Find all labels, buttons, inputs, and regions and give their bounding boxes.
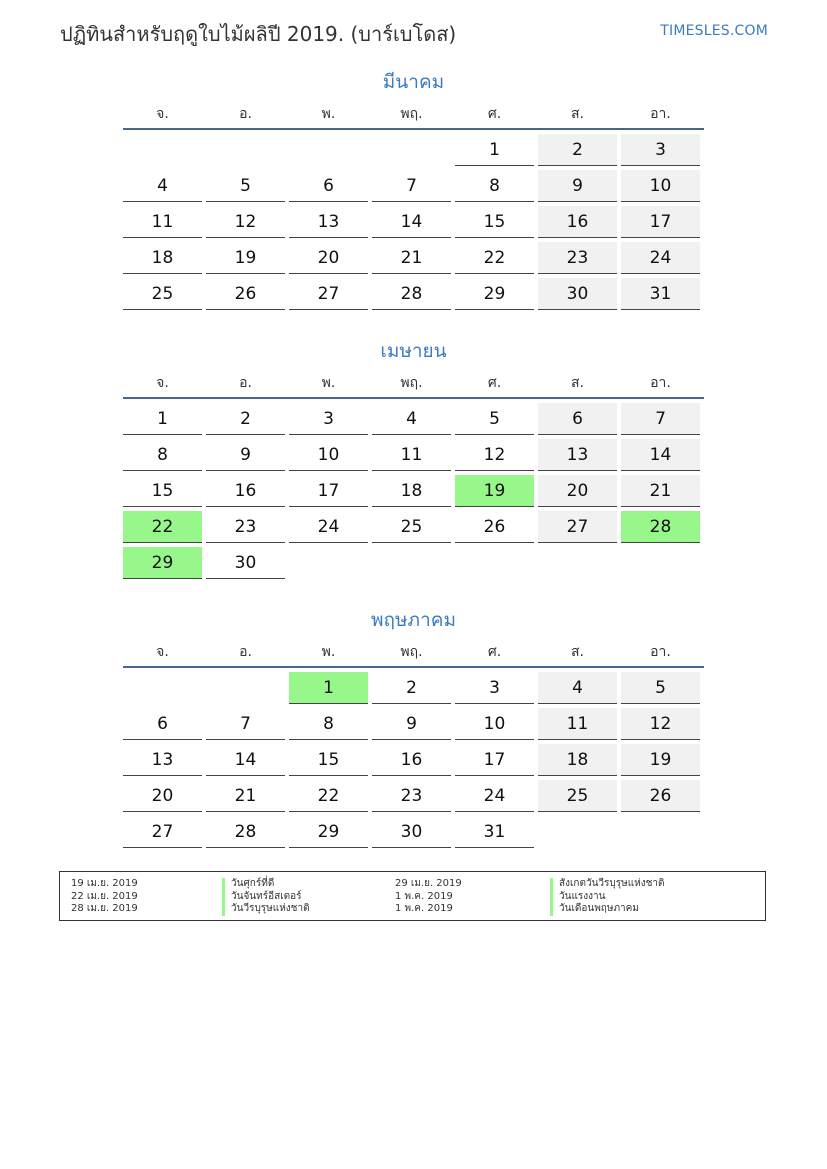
weekday-label: จ. — [156, 106, 169, 122]
weekday-label: จ. — [156, 644, 169, 660]
legend-holiday-name: วันแรงงาน — [550, 891, 665, 904]
day-cell: 20 — [289, 242, 368, 274]
weekday-label: ส. — [571, 375, 584, 391]
day-cell: 9 — [372, 708, 451, 740]
weekday-label: พ. — [321, 644, 336, 660]
day-cell: 4 — [538, 672, 617, 704]
day-cell: 23 — [538, 242, 617, 274]
empty-day-cell — [289, 134, 368, 166]
day-cell: 5 — [206, 170, 285, 202]
legend-date: 1 พ.ค. 2019 — [395, 903, 453, 914]
day-cell: 19 — [621, 744, 700, 776]
empty-day-cell — [123, 672, 202, 704]
day-cell: 28 — [206, 816, 285, 848]
day-cell: 18 — [538, 744, 617, 776]
day-cell: 27 — [289, 278, 368, 310]
day-cell: 27 — [538, 511, 617, 543]
empty-day-cell — [372, 134, 451, 166]
day-cell: 11 — [123, 206, 202, 238]
day-cell: 8 — [123, 439, 202, 471]
day-cell: 13 — [123, 744, 202, 776]
day-cell: 18 — [372, 475, 451, 507]
holiday-day-cell: 22 — [123, 511, 202, 543]
legend-holiday-name: วันวีรบุรุษแห่งชาติ — [222, 903, 310, 916]
day-cell: 29 — [289, 816, 368, 848]
day-cell: 17 — [455, 744, 534, 776]
weekday-label: อ. — [239, 375, 252, 391]
day-cell: 2 — [538, 134, 617, 166]
day-cell: 21 — [206, 780, 285, 812]
day-cell: 14 — [372, 206, 451, 238]
day-cell: 30 — [372, 816, 451, 848]
day-cell: 26 — [455, 511, 534, 543]
holiday-day-cell: 28 — [621, 511, 700, 543]
day-cell: 21 — [372, 242, 451, 274]
day-cell: 6 — [538, 403, 617, 435]
day-cell: 13 — [538, 439, 617, 471]
holiday-day-cell: 1 — [289, 672, 368, 704]
day-cell: 11 — [372, 439, 451, 471]
day-cell: 26 — [621, 780, 700, 812]
day-cell: 4 — [372, 403, 451, 435]
legend-holiday-name: วันศุกร์ที่ดี — [222, 878, 310, 891]
day-cell: 10 — [621, 170, 700, 202]
day-cell: 20 — [123, 780, 202, 812]
day-cell: 12 — [206, 206, 285, 238]
day-cell: 9 — [538, 170, 617, 202]
legend-date: 29 เม.ย. 2019 — [395, 878, 462, 889]
day-cell: 30 — [206, 547, 285, 579]
legend-date: 19 เม.ย. 2019 — [71, 878, 138, 889]
day-cell: 24 — [289, 511, 368, 543]
weekday-label: อา. — [650, 375, 671, 391]
legend-holiday-name: วันเดือนพฤษภาคม — [550, 903, 665, 916]
day-cell: 29 — [455, 278, 534, 310]
page-title: ปฏิทินสำหรับฤดูใบไม้ผลิปี 2019. (บาร์เบโดส) — [60, 22, 457, 46]
legend-names-right — [550, 878, 665, 916]
empty-day-cell — [123, 134, 202, 166]
legend-holiday-name: วันจันทร์อีสเตอร์ — [222, 891, 310, 904]
weekday-label: ศ. — [487, 106, 502, 122]
day-cell: 4 — [123, 170, 202, 202]
day-cell: 12 — [455, 439, 534, 471]
weekday-label: พ. — [321, 106, 336, 122]
day-cell: 23 — [372, 780, 451, 812]
day-cell: 10 — [289, 439, 368, 471]
day-cell: 19 — [206, 242, 285, 274]
legend-dates-right — [395, 878, 462, 916]
legend-dates-left — [71, 878, 138, 916]
day-cell: 12 — [621, 708, 700, 740]
day-cell: 25 — [123, 278, 202, 310]
weekday-label: พฤ. — [400, 644, 423, 660]
month-title: เมษายน — [380, 340, 447, 362]
day-cell: 22 — [455, 242, 534, 274]
legend-date: 22 เม.ย. 2019 — [71, 890, 138, 902]
day-cell: 7 — [621, 403, 700, 435]
day-cell: 5 — [455, 403, 534, 435]
weekday-label: ศ. — [487, 375, 502, 391]
day-grid — [123, 134, 704, 314]
legend-date: 1 พ.ค. 2019 — [395, 890, 453, 902]
day-cell: 16 — [538, 206, 617, 238]
weekday-label: พ. — [321, 375, 336, 391]
day-cell: 6 — [123, 708, 202, 740]
month-march — [123, 68, 704, 314]
brand-link[interactable]: TIMESLES.COM — [660, 23, 768, 39]
weekday-label: อ. — [239, 106, 252, 122]
weekday-header — [123, 371, 704, 399]
holiday-day-cell: 29 — [123, 547, 202, 579]
day-cell: 8 — [289, 708, 368, 740]
day-cell: 20 — [538, 475, 617, 507]
day-cell: 13 — [289, 206, 368, 238]
weekday-header — [123, 102, 704, 130]
holiday-day-cell: 19 — [455, 475, 534, 507]
empty-day-cell — [206, 134, 285, 166]
weekday-label: ศ. — [487, 644, 502, 660]
day-cell: 2 — [372, 672, 451, 704]
day-cell: 10 — [455, 708, 534, 740]
day-cell: 8 — [455, 170, 534, 202]
day-cell: 18 — [123, 242, 202, 274]
day-cell: 7 — [206, 708, 285, 740]
day-cell: 16 — [372, 744, 451, 776]
month-april — [123, 337, 704, 583]
day-cell: 22 — [289, 780, 368, 812]
weekday-label: ส. — [571, 106, 584, 122]
day-cell: 17 — [289, 475, 368, 507]
weekday-label: อา. — [650, 644, 671, 660]
day-cell: 14 — [621, 439, 700, 471]
day-cell: 9 — [206, 439, 285, 471]
month-title: พฤษภาคม — [371, 609, 456, 631]
day-cell: 25 — [538, 780, 617, 812]
weekday-label: อ. — [239, 644, 252, 660]
day-cell: 14 — [206, 744, 285, 776]
day-cell: 15 — [123, 475, 202, 507]
day-cell: 31 — [455, 816, 534, 848]
day-cell: 23 — [206, 511, 285, 543]
day-cell: 24 — [621, 242, 700, 274]
day-cell: 3 — [621, 134, 700, 166]
legend-holiday-name: สังเกตวันวีรบุรุษแห่งชาติ — [550, 878, 665, 891]
day-cell: 7 — [372, 170, 451, 202]
day-cell: 27 — [123, 816, 202, 848]
day-cell: 5 — [621, 672, 700, 704]
day-cell: 1 — [455, 134, 534, 166]
day-cell: 28 — [372, 278, 451, 310]
day-grid — [123, 672, 704, 852]
month-may — [123, 606, 704, 852]
weekday-header — [123, 640, 704, 668]
day-cell: 16 — [206, 475, 285, 507]
day-cell: 24 — [455, 780, 534, 812]
legend-date: 28 เม.ย. 2019 — [71, 903, 138, 914]
holiday-legend — [59, 871, 766, 921]
empty-day-cell — [206, 672, 285, 704]
day-cell: 3 — [289, 403, 368, 435]
day-cell: 2 — [206, 403, 285, 435]
day-grid — [123, 403, 704, 583]
weekday-label: จ. — [156, 375, 169, 391]
weekday-label: พฤ. — [400, 375, 423, 391]
day-cell: 6 — [289, 170, 368, 202]
day-cell: 11 — [538, 708, 617, 740]
day-cell: 3 — [455, 672, 534, 704]
day-cell: 30 — [538, 278, 617, 310]
weekday-label: ส. — [571, 644, 584, 660]
day-cell: 31 — [621, 278, 700, 310]
day-cell: 15 — [289, 744, 368, 776]
day-cell: 15 — [455, 206, 534, 238]
day-cell: 26 — [206, 278, 285, 310]
day-cell: 17 — [621, 206, 700, 238]
month-title: มีนาคม — [382, 71, 445, 93]
legend-names-left — [222, 878, 310, 916]
weekday-label: อา. — [650, 106, 671, 122]
day-cell: 21 — [621, 475, 700, 507]
day-cell: 1 — [123, 403, 202, 435]
day-cell: 25 — [372, 511, 451, 543]
weekday-label: พฤ. — [400, 106, 423, 122]
